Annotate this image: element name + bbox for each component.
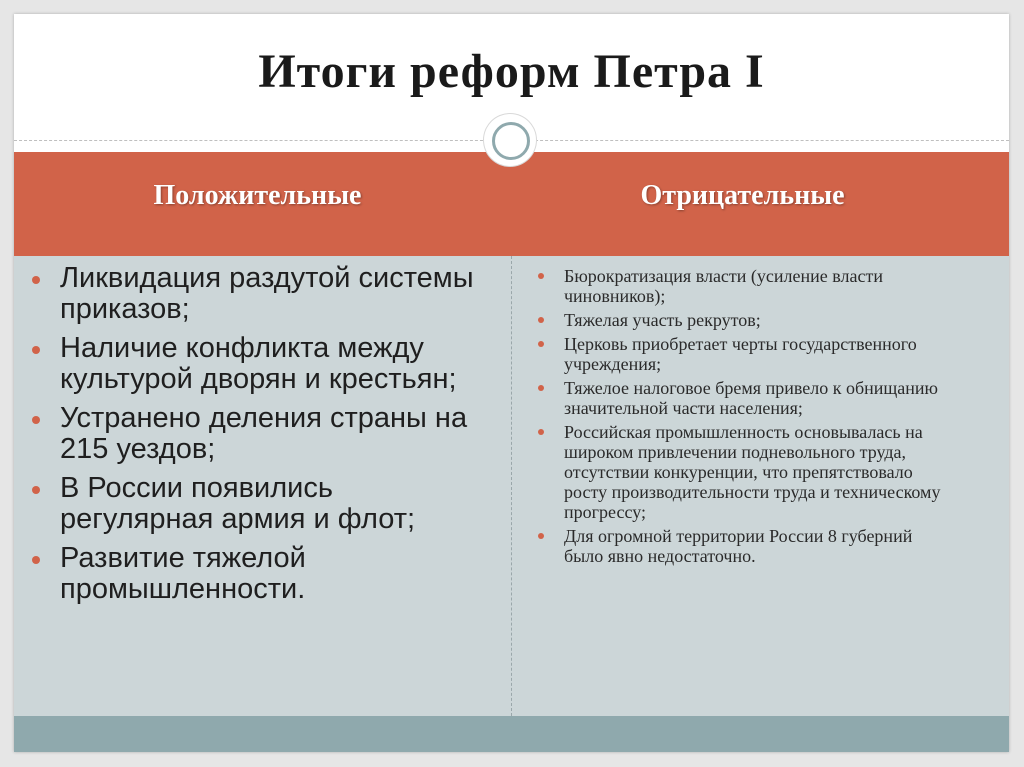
- bullet-icon: [538, 273, 544, 279]
- slide-title: Итоги реформ Петра I: [258, 45, 765, 98]
- list-item: Ликвидация раздутой системы приказов;: [30, 263, 480, 325]
- bullet-icon: [32, 276, 40, 284]
- bullet-icon: [538, 385, 544, 391]
- list-item: Церковь приобретает черты государственного учреждения;: [536, 334, 946, 374]
- bullet-icon: [32, 346, 40, 354]
- bullet-icon: [32, 416, 40, 424]
- footer-band: [14, 716, 1009, 752]
- positive-list: [30, 263, 480, 613]
- bullet-icon: [538, 429, 544, 435]
- circle-ring: [492, 122, 530, 160]
- list-item: Тяжелое налоговое бремя привело к обнищанию значительной части населения;: [536, 378, 946, 418]
- bullet-icon: [538, 317, 544, 323]
- bullet-icon: [538, 341, 544, 347]
- bullet-icon: [32, 486, 40, 494]
- negative-list: [536, 266, 946, 570]
- list-item: Наличие конфликта между культурой дворян и крестьян;: [30, 333, 480, 395]
- bullet-icon: [32, 556, 40, 564]
- negative-heading: Отрицательные: [640, 180, 845, 211]
- list-item: Для огромной территории России 8 губерний было явно недостаточно.: [536, 526, 946, 566]
- positive-heading: Положительные: [153, 180, 362, 211]
- list-item: Устранено деления страны на 215 уездов;: [30, 403, 480, 465]
- list-item: Российская промышленность основывалась на широком привлечении подневольного труда, отсутствии конкуренции, что препятствовало росту производительности труда и техническому прогрессу;: [536, 422, 946, 522]
- list-item: Бюрократизация власти (усиление власти чиновников);: [536, 266, 946, 306]
- bullet-icon: [538, 533, 544, 539]
- list-item: В России появились регулярная армия и флот;: [30, 473, 480, 535]
- column-divider: [511, 256, 512, 716]
- list-item: Развитие тяжелой промышленности.: [30, 543, 480, 605]
- list-item: Тяжелая участь рекрутов;: [536, 310, 946, 330]
- circle-ornament-icon: [484, 114, 536, 166]
